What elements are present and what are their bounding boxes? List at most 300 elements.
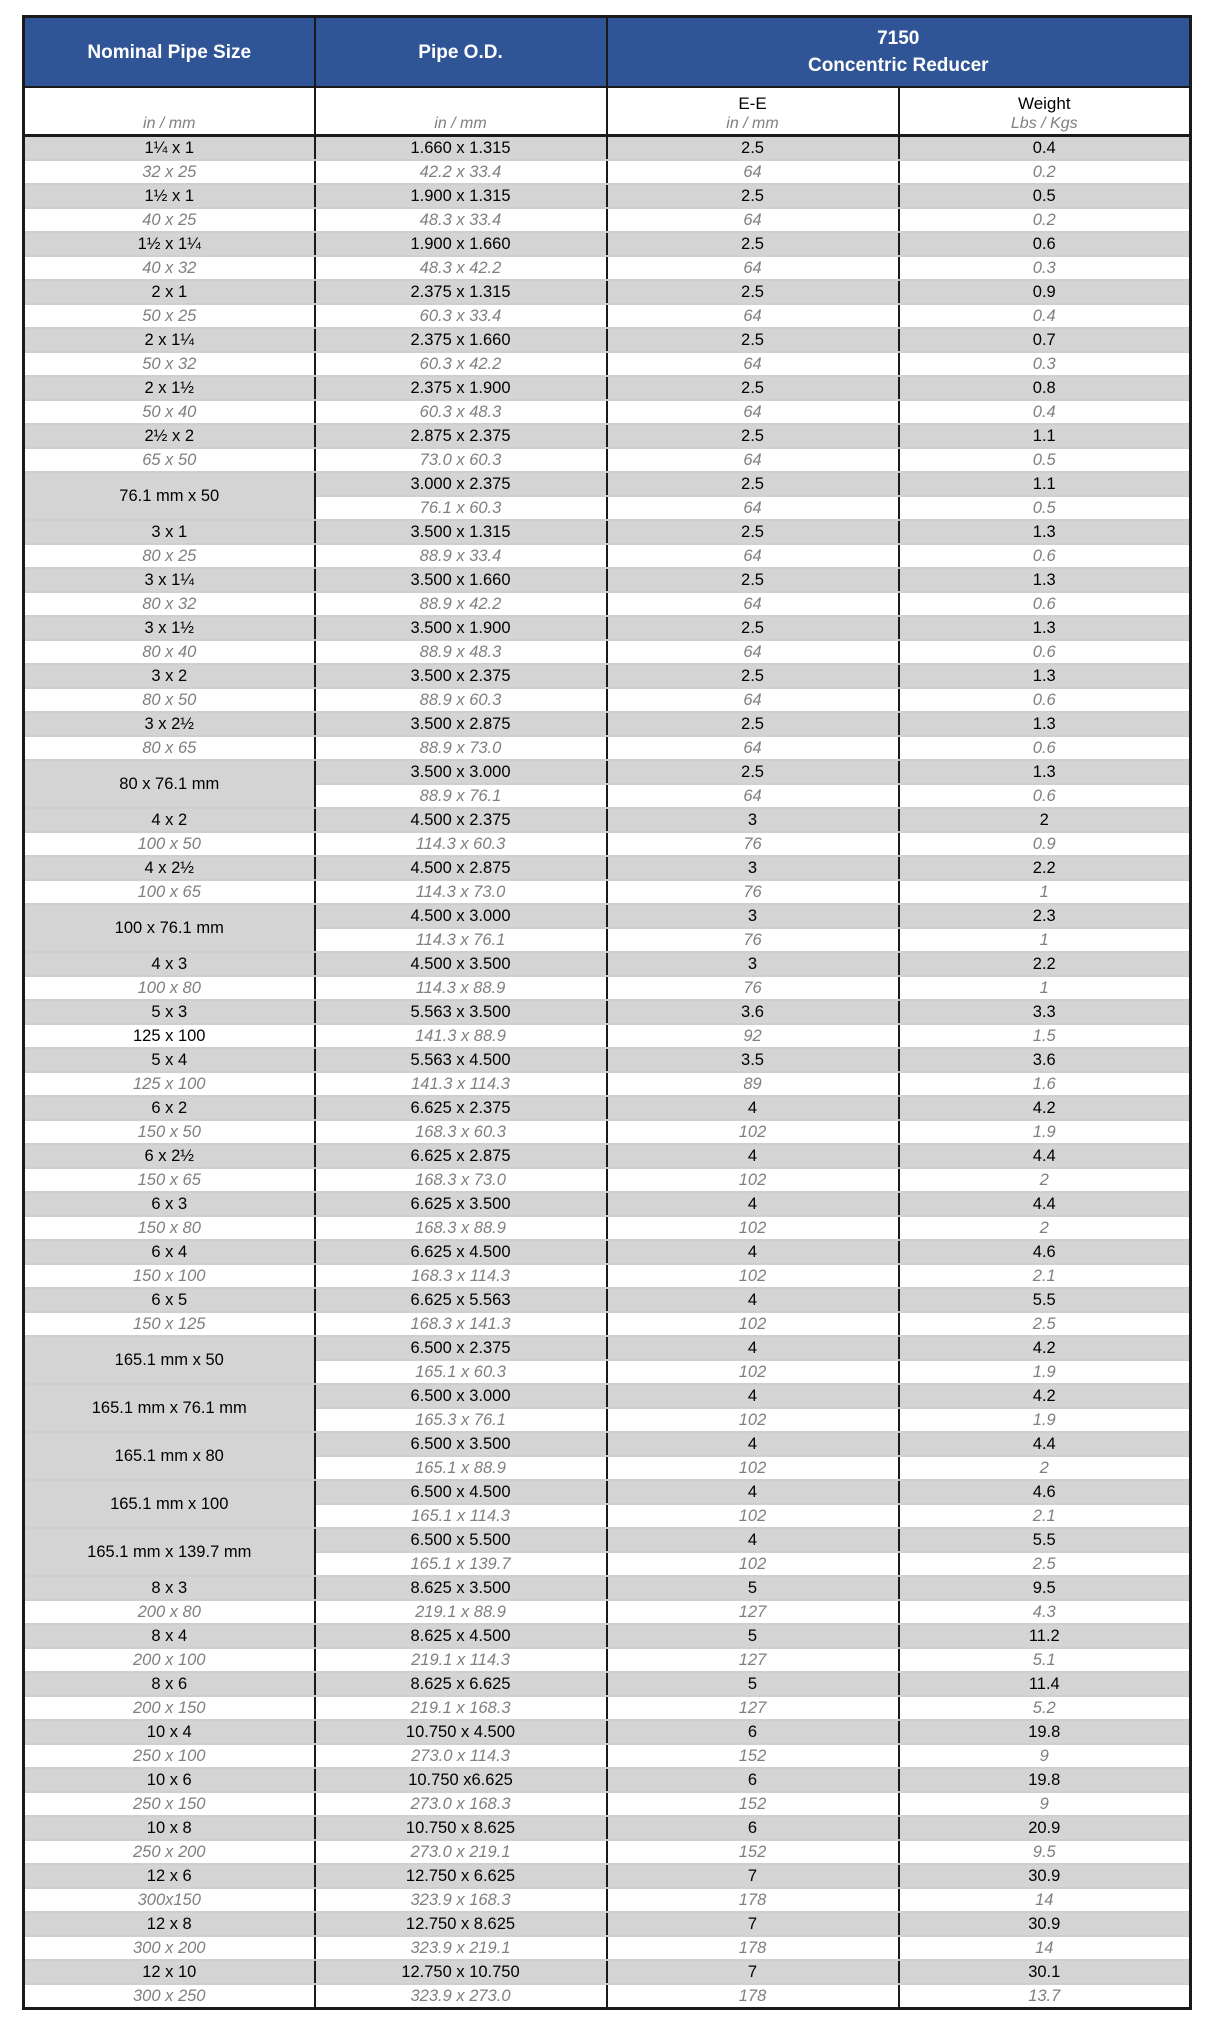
table-row	[24, 1072, 1191, 1096]
nominal-size-mm-cell: 150 x 50	[24, 1120, 315, 1144]
weight-kg-cell: 0.6	[899, 592, 1191, 616]
od-mm-cell: 88.9 x 73.0	[315, 736, 607, 760]
ee-inch-cell: 6	[607, 1720, 899, 1744]
nominal-size-cell: 165.1 mm x 50	[24, 1336, 315, 1384]
ee-inch-cell: 4	[607, 1528, 899, 1552]
nominal-size-cell: 3 x 1	[24, 520, 315, 544]
weight-lbs-cell: 4.2	[899, 1384, 1191, 1408]
od-mm-cell: 165.1 x 139.7	[315, 1552, 607, 1576]
table-row	[24, 424, 1191, 448]
ee-inch-cell: 4	[607, 1192, 899, 1216]
table-row	[24, 1264, 1191, 1288]
pipe-od-header: Pipe O.D.	[315, 17, 607, 88]
weight-lbs-cell: 4.4	[899, 1432, 1191, 1456]
ee-inch-cell: 4	[607, 1336, 899, 1360]
ee-inch-cell: 7	[607, 1864, 899, 1888]
ee-mm-cell: 64	[607, 544, 899, 568]
table-row	[24, 1936, 1191, 1960]
od-mm-cell: 114.3 x 60.3	[315, 832, 607, 856]
ee-mm-cell: 64	[607, 448, 899, 472]
weight-kg-cell: 2.5	[899, 1312, 1191, 1336]
nominal-size-mm-cell: 65 x 50	[24, 448, 315, 472]
header-row	[24, 17, 1191, 88]
od-inch-cell: 12.750 x 6.625	[315, 1864, 607, 1888]
weight-lbs-cell: 4.2	[899, 1096, 1191, 1120]
weight-kg-cell: 1	[899, 976, 1191, 1000]
ee-mm-cell: 64	[607, 592, 899, 616]
od-mm-cell: 165.1 x 114.3	[315, 1504, 607, 1528]
weight-lbs-cell: 5.5	[899, 1288, 1191, 1312]
ee-inch-cell: 4	[607, 1240, 899, 1264]
od-mm-cell: 48.3 x 33.4	[315, 208, 607, 232]
table-body	[24, 136, 1191, 2009]
ee-inch-cell: 4	[607, 1096, 899, 1120]
table-row	[24, 568, 1191, 592]
table-row	[24, 232, 1191, 256]
nominal-size-mm-cell: 80 x 32	[24, 592, 315, 616]
od-mm-cell: 165.1 x 88.9	[315, 1456, 607, 1480]
weight-kg-cell: 1	[899, 928, 1191, 952]
weight-kg-cell: 0.9	[899, 832, 1191, 856]
weight-kg-cell: 2	[899, 1456, 1191, 1480]
ee-inch-cell: 2.5	[607, 184, 899, 208]
ee-subheader: E-E in / mm	[607, 87, 899, 136]
weight-lbs-cell: 0.4	[899, 136, 1191, 161]
od-inch-cell: 12.750 x 10.750	[315, 1960, 607, 1984]
ee-mm-cell: 102	[607, 1216, 899, 1240]
nominal-size-cell: 12 x 10	[24, 1960, 315, 1984]
nominal-size-mm-cell: 40 x 32	[24, 256, 315, 280]
weight-lbs-cell: 4.4	[899, 1144, 1191, 1168]
od-mm-cell: 76.1 x 60.3	[315, 496, 607, 520]
ee-mm-cell: 64	[607, 736, 899, 760]
ee-inch-cell: 2.5	[607, 376, 899, 400]
table-row	[24, 904, 1191, 928]
table-row	[24, 1168, 1191, 1192]
ee-inch-cell: 2.5	[607, 520, 899, 544]
nominal-size-mm-cell: 300 x 200	[24, 1936, 315, 1960]
od-inch-cell: 6.625 x 2.375	[315, 1096, 607, 1120]
weight-lbs-cell: 20.9	[899, 1816, 1191, 1840]
weight-lbs-cell: 4.2	[899, 1336, 1191, 1360]
ee-inch-cell: 3	[607, 952, 899, 976]
weight-kg-cell: 2.5	[899, 1552, 1191, 1576]
ee-inch-cell: 3	[607, 808, 899, 832]
table-row	[24, 1384, 1191, 1408]
nominal-size-cell: 6 x 2	[24, 1096, 315, 1120]
subheader-row	[24, 87, 1191, 136]
weight-lbs-cell: 1.3	[899, 712, 1191, 736]
ee-inch-cell: 2.5	[607, 136, 899, 161]
table-row	[24, 1096, 1191, 1120]
table-row	[24, 184, 1191, 208]
weight-lbs-cell: 30.1	[899, 1960, 1191, 1984]
ee-mm-cell: 64	[607, 160, 899, 184]
nominal-size-cell: 4 x 2½	[24, 856, 315, 880]
weight-lbs-cell: 2.2	[899, 952, 1191, 976]
ee-inch-cell: 3	[607, 856, 899, 880]
table-row	[24, 1576, 1191, 1600]
reducer-spec-table-container	[22, 15, 1189, 2010]
od-inch-cell: 1.660 x 1.315	[315, 136, 607, 161]
table-row	[24, 1312, 1191, 1336]
nominal-size-cell: 80 x 76.1 mm	[24, 760, 315, 808]
od-inch-cell: 10.750 x 4.500	[315, 1720, 607, 1744]
nominal-size-mm-cell: 200 x 150	[24, 1696, 315, 1720]
od-mm-cell: 168.3 x 141.3	[315, 1312, 607, 1336]
table-row	[24, 808, 1191, 832]
ee-mm-cell: 64	[607, 640, 899, 664]
ee-inch-cell: 5	[607, 1624, 899, 1648]
ee-mm-cell: 152	[607, 1840, 899, 1864]
nominal-size-cell: 8 x 6	[24, 1672, 315, 1696]
ee-mm-cell: 102	[607, 1312, 899, 1336]
table-row	[24, 736, 1191, 760]
od-mm-cell: 141.3 x 88.9	[315, 1024, 607, 1048]
weight-lbs-cell: 11.4	[899, 1672, 1191, 1696]
weight-lbs-cell: 2	[899, 808, 1191, 832]
weight-kg-cell: 0.6	[899, 544, 1191, 568]
ee-mm-cell: 64	[607, 304, 899, 328]
od-mm-cell: 273.0 x 114.3	[315, 1744, 607, 1768]
table-row	[24, 1240, 1191, 1264]
weight-lbs-cell: 0.7	[899, 328, 1191, 352]
nominal-size-mm-cell: 300x150	[24, 1888, 315, 1912]
weight-kg-cell: 0.3	[899, 352, 1191, 376]
weight-lbs-cell: 4.6	[899, 1480, 1191, 1504]
nominal-size-cell: 8 x 3	[24, 1576, 315, 1600]
nominal-size-cell: 12 x 8	[24, 1912, 315, 1936]
table-row	[24, 376, 1191, 400]
weight-lbs-cell: 3.3	[899, 1000, 1191, 1024]
od-mm-cell: 323.9 x 219.1	[315, 1936, 607, 1960]
nominal-size-mm-cell: 100 x 50	[24, 832, 315, 856]
od-inch-cell: 6.625 x 5.563	[315, 1288, 607, 1312]
table-row	[24, 1336, 1191, 1360]
ee-inch-cell: 3.6	[607, 1000, 899, 1024]
od-inch-cell: 6.500 x 3.000	[315, 1384, 607, 1408]
ee-mm-cell: 102	[607, 1120, 899, 1144]
nominal-size-cell: 165.1 mm x 139.7 mm	[24, 1528, 315, 1576]
table-row	[24, 472, 1191, 496]
od-inch-cell: 4.500 x 3.000	[315, 904, 607, 928]
ee-inch-cell: 4	[607, 1288, 899, 1312]
table-row	[24, 1048, 1191, 1072]
table-row	[24, 1192, 1191, 1216]
ee-inch-cell: 7	[607, 1912, 899, 1936]
table-row	[24, 1768, 1191, 1792]
table-row	[24, 280, 1191, 304]
ee-mm-cell: 64	[607, 208, 899, 232]
ee-inch-cell: 2.5	[607, 712, 899, 736]
ee-mm-cell: 89	[607, 1072, 899, 1096]
ee-inch-cell: 2.5	[607, 616, 899, 640]
od-mm-cell: 42.2 x 33.4	[315, 160, 607, 184]
ee-mm-cell: 64	[607, 352, 899, 376]
ee-inch-cell: 6	[607, 1816, 899, 1840]
nominal-size-cell: 6 x 2½	[24, 1144, 315, 1168]
od-inch-cell: 6.625 x 2.875	[315, 1144, 607, 1168]
ee-mm-cell: 102	[607, 1456, 899, 1480]
table-row	[24, 1648, 1191, 1672]
weight-subheader: Weight Lbs / Kgs	[899, 87, 1191, 136]
nominal-size-cell: 3 x 2½	[24, 712, 315, 736]
nominal-size-cell: 4 x 2	[24, 808, 315, 832]
nominal-size-cell: 100 x 76.1 mm	[24, 904, 315, 952]
nominal-size-mm-cell: 250 x 150	[24, 1792, 315, 1816]
table-row	[24, 1720, 1191, 1744]
table-row	[24, 1840, 1191, 1864]
od-mm-cell: 168.3 x 88.9	[315, 1216, 607, 1240]
weight-kg-cell: 4.3	[899, 1600, 1191, 1624]
od-inch-cell: 3.500 x 1.315	[315, 520, 607, 544]
weight-kg-cell: 13.7	[899, 1984, 1191, 2009]
table-row	[24, 856, 1191, 880]
ee-inch-cell: 7	[607, 1960, 899, 1984]
od-mm-cell: 141.3 x 114.3	[315, 1072, 607, 1096]
od-mm-cell: 219.1 x 114.3	[315, 1648, 607, 1672]
nominal-size-cell: 165.1 mm x 80	[24, 1432, 315, 1480]
ee-inch-cell: 4	[607, 1384, 899, 1408]
ee-mm-cell: 127	[607, 1648, 899, 1672]
od-inch-cell: 6.500 x 3.500	[315, 1432, 607, 1456]
nominal-size-cell: 5 x 4	[24, 1048, 315, 1072]
table-row	[24, 328, 1191, 352]
weight-lbs-cell: 0.5	[899, 184, 1191, 208]
weight-lbs-cell: 19.8	[899, 1768, 1191, 1792]
weight-kg-cell: 1.5	[899, 1024, 1191, 1048]
table-row	[24, 1480, 1191, 1504]
table-row	[24, 592, 1191, 616]
table-row	[24, 1744, 1191, 1768]
weight-kg-cell: 0.6	[899, 784, 1191, 808]
ee-inch-cell: 2.5	[607, 472, 899, 496]
od-inch-cell: 2.375 x 1.660	[315, 328, 607, 352]
ee-mm-cell: 102	[607, 1264, 899, 1288]
od-inch-cell: 2.375 x 1.315	[315, 280, 607, 304]
nominal-size-mm-cell: 125 x 100	[24, 1072, 315, 1096]
ee-mm-cell: 76	[607, 880, 899, 904]
od-inch-cell: 10.750 x6.625	[315, 1768, 607, 1792]
od-mm-cell: 88.9 x 60.3	[315, 688, 607, 712]
od-mm-cell: 219.1 x 88.9	[315, 1600, 607, 1624]
od-mm-cell: 60.3 x 48.3	[315, 400, 607, 424]
ee-inch-cell: 2.5	[607, 232, 899, 256]
ee-inch-cell: 5	[607, 1576, 899, 1600]
nominal-size-mm-cell: 80 x 25	[24, 544, 315, 568]
od-mm-cell: 323.9 x 168.3	[315, 1888, 607, 1912]
table-row	[24, 616, 1191, 640]
nominal-unit-cell: in / mm	[24, 87, 315, 136]
od-inch-cell: 4.500 x 2.375	[315, 808, 607, 832]
table-row	[24, 1528, 1191, 1552]
od-inch-cell: 5.563 x 4.500	[315, 1048, 607, 1072]
ee-mm-cell: 76	[607, 832, 899, 856]
od-inch-cell: 8.625 x 6.625	[315, 1672, 607, 1696]
weight-lbs-cell: 9.5	[899, 1576, 1191, 1600]
od-inch-cell: 6.500 x 5.500	[315, 1528, 607, 1552]
od-mm-cell: 165.3 x 76.1	[315, 1408, 607, 1432]
weight-lbs-cell: 3.6	[899, 1048, 1191, 1072]
table-row	[24, 1984, 1191, 2009]
weight-kg-cell: 9	[899, 1792, 1191, 1816]
od-inch-cell: 3.500 x 2.375	[315, 664, 607, 688]
table-row	[24, 1288, 1191, 1312]
od-mm-cell: 88.9 x 33.4	[315, 544, 607, 568]
nominal-size-cell: 3 x 1½	[24, 616, 315, 640]
weight-lbs-cell: 2.2	[899, 856, 1191, 880]
weight-kg-cell: 0.2	[899, 160, 1191, 184]
ee-mm-cell: 102	[607, 1360, 899, 1384]
weight-kg-cell: 1	[899, 880, 1191, 904]
weight-kg-cell: 0.4	[899, 304, 1191, 328]
ee-inch-cell: 2.5	[607, 664, 899, 688]
nominal-size-cell: 2½ x 2	[24, 424, 315, 448]
table-row	[24, 976, 1191, 1000]
od-inch-cell: 6.500 x 4.500	[315, 1480, 607, 1504]
od-mm-cell: 73.0 x 60.3	[315, 448, 607, 472]
weight-kg-cell: 2	[899, 1168, 1191, 1192]
od-inch-cell: 3.000 x 2.375	[315, 472, 607, 496]
ee-mm-cell: 64	[607, 400, 899, 424]
ee-mm-cell: 127	[607, 1696, 899, 1720]
weight-kg-cell: 0.2	[899, 208, 1191, 232]
weight-kg-cell: 0.6	[899, 688, 1191, 712]
table-row	[24, 136, 1191, 161]
weight-kg-cell: 0.4	[899, 400, 1191, 424]
nominal-size-mm-cell: 32 x 25	[24, 160, 315, 184]
weight-kg-cell: 2	[899, 1216, 1191, 1240]
od-mm-cell: 168.3 x 114.3	[315, 1264, 607, 1288]
nominal-size-cell: 10 x 4	[24, 1720, 315, 1744]
nominal-size-mm-cell: 125 x 100	[24, 1024, 315, 1048]
weight-lbs-cell: 0.8	[899, 376, 1191, 400]
table-row	[24, 712, 1191, 736]
weight-kg-cell: 5.1	[899, 1648, 1191, 1672]
table-row	[24, 1696, 1191, 1720]
nominal-size-cell: 165.1 mm x 76.1 mm	[24, 1384, 315, 1432]
table-row	[24, 1816, 1191, 1840]
nominal-size-mm-cell: 100 x 80	[24, 976, 315, 1000]
table-row	[24, 688, 1191, 712]
table-row	[24, 1120, 1191, 1144]
od-inch-cell: 1.900 x 1.660	[315, 232, 607, 256]
od-unit-cell: in / mm	[315, 87, 607, 136]
od-mm-cell: 88.9 x 48.3	[315, 640, 607, 664]
od-mm-cell: 114.3 x 88.9	[315, 976, 607, 1000]
nominal-size-mm-cell: 150 x 65	[24, 1168, 315, 1192]
od-inch-cell: 12.750 x 8.625	[315, 1912, 607, 1936]
table-row	[24, 208, 1191, 232]
od-inch-cell: 3.500 x 3.000	[315, 760, 607, 784]
nominal-size-mm-cell: 250 x 200	[24, 1840, 315, 1864]
nominal-size-mm-cell: 300 x 250	[24, 1984, 315, 2009]
od-inch-cell: 3.500 x 1.660	[315, 568, 607, 592]
nominal-size-cell: 1¼ x 1	[24, 136, 315, 161]
od-inch-cell: 8.625 x 3.500	[315, 1576, 607, 1600]
ee-mm-cell: 76	[607, 928, 899, 952]
weight-lbs-cell: 1.3	[899, 520, 1191, 544]
weight-lbs-cell: 1.1	[899, 424, 1191, 448]
ee-inch-cell: 3.5	[607, 1048, 899, 1072]
weight-kg-cell: 0.6	[899, 736, 1191, 760]
nominal-pipe-size-header: Nominal Pipe Size	[24, 17, 315, 88]
ee-mm-cell: 178	[607, 1984, 899, 2009]
weight-kg-cell: 1.6	[899, 1072, 1191, 1096]
table-row	[24, 640, 1191, 664]
weight-lbs-cell: 0.6	[899, 232, 1191, 256]
product-name: Concentric Reducer	[807, 55, 989, 76]
ee-mm-cell: 127	[607, 1600, 899, 1624]
nominal-size-cell: 5 x 3	[24, 1000, 315, 1024]
weight-lbs-cell: 5.5	[899, 1528, 1191, 1552]
nominal-size-mm-cell: 40 x 25	[24, 208, 315, 232]
od-inch-cell: 8.625 x 4.500	[315, 1624, 607, 1648]
nominal-size-mm-cell: 150 x 80	[24, 1216, 315, 1240]
nominal-size-mm-cell: 80 x 40	[24, 640, 315, 664]
nominal-size-cell: 12 x 6	[24, 1864, 315, 1888]
weight-kg-cell: 1.9	[899, 1360, 1191, 1384]
od-mm-cell: 273.0 x 219.1	[315, 1840, 607, 1864]
weight-kg-cell: 0.5	[899, 448, 1191, 472]
weight-lbs-cell: 0.9	[899, 280, 1191, 304]
ee-mm-cell: 102	[607, 1504, 899, 1528]
nominal-size-mm-cell: 80 x 65	[24, 736, 315, 760]
od-inch-cell: 1.900 x 1.315	[315, 184, 607, 208]
weight-kg-cell: 14	[899, 1888, 1191, 1912]
table-row	[24, 1000, 1191, 1024]
ee-inch-cell: 3	[607, 904, 899, 928]
table-row	[24, 1912, 1191, 1936]
weight-kg-cell: 2.1	[899, 1504, 1191, 1528]
nominal-size-mm-cell: 50 x 25	[24, 304, 315, 328]
ee-inch-cell: 5	[607, 1672, 899, 1696]
nominal-size-cell: 6 x 5	[24, 1288, 315, 1312]
od-mm-cell: 114.3 x 73.0	[315, 880, 607, 904]
ee-mm-cell: 152	[607, 1744, 899, 1768]
nominal-size-cell: 10 x 8	[24, 1816, 315, 1840]
nominal-size-cell: 76.1 mm x 50	[24, 472, 315, 520]
table-row	[24, 1792, 1191, 1816]
ee-inch-cell: 2.5	[607, 280, 899, 304]
table-row	[24, 400, 1191, 424]
product-code: 7150	[877, 28, 920, 49]
table-row	[24, 256, 1191, 280]
nominal-size-mm-cell: 50 x 40	[24, 400, 315, 424]
table-row	[24, 1432, 1191, 1456]
od-inch-cell: 6.625 x 3.500	[315, 1192, 607, 1216]
table-row	[24, 1864, 1191, 1888]
nominal-size-cell: 8 x 4	[24, 1624, 315, 1648]
weight-lbs-cell: 1.3	[899, 664, 1191, 688]
od-mm-cell: 165.1 x 60.3	[315, 1360, 607, 1384]
od-inch-cell: 5.563 x 3.500	[315, 1000, 607, 1024]
table-row	[24, 1024, 1191, 1048]
table-row	[24, 1888, 1191, 1912]
od-inch-cell: 6.500 x 2.375	[315, 1336, 607, 1360]
nominal-size-cell: 10 x 6	[24, 1768, 315, 1792]
nominal-size-cell: 2 x 1½	[24, 376, 315, 400]
weight-lbs-cell: 4.4	[899, 1192, 1191, 1216]
table-row	[24, 1624, 1191, 1648]
weight-lbs-cell: 19.8	[899, 1720, 1191, 1744]
ee-mm-cell: 92	[607, 1024, 899, 1048]
nominal-size-cell: 1½ x 1¼	[24, 232, 315, 256]
table-row	[24, 1144, 1191, 1168]
nominal-size-mm-cell: 100 x 65	[24, 880, 315, 904]
table-row	[24, 1216, 1191, 1240]
ee-mm-cell: 152	[607, 1792, 899, 1816]
